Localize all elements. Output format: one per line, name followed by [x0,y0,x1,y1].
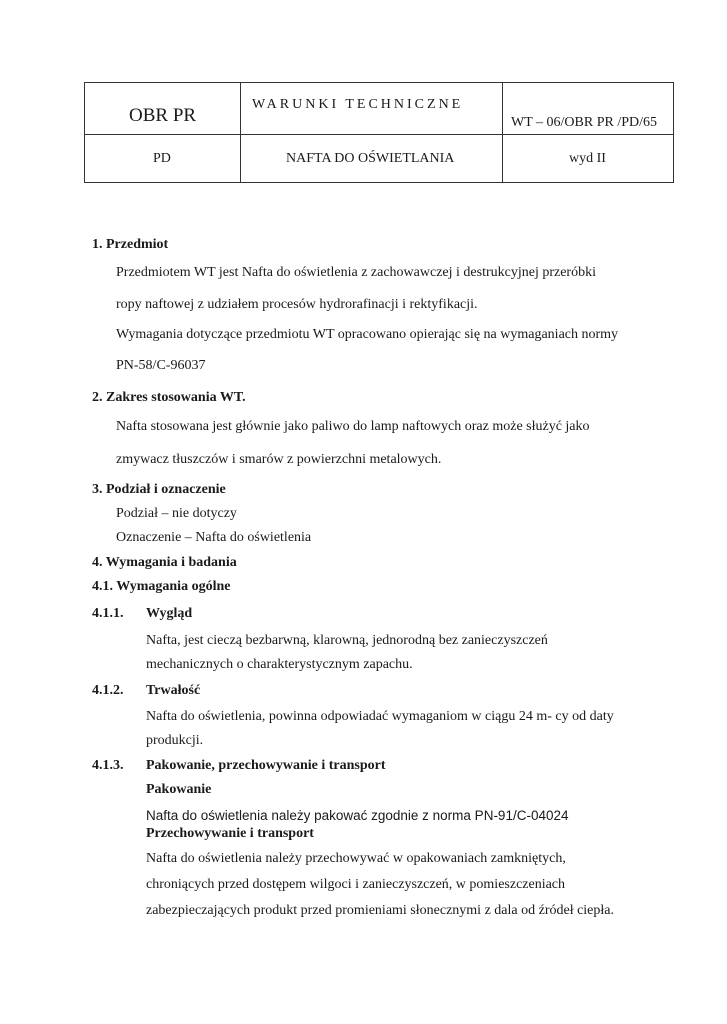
section-4-1-3-title: Pakowanie, przechowywanie i transport [146,758,386,773]
section-3-heading: 3. Podział i oznaczenie [92,482,226,497]
section-4-1-2-text: produkcji. [146,733,204,748]
section-1-text: Przedmiotem WT jest Nafta do oświetlenia z zachowawczej i destrukcyjnej przeróbki [116,265,596,280]
section-1-heading: 1. Przedmiot [92,237,169,252]
section-4-1-1-title: Wygląd [146,606,193,621]
section-2-heading: 2. Zakres stosowania WT. [92,390,246,405]
header-divider [502,83,503,182]
storage-text: zabezpieczających produkt przed promieniami słonecznymi z dala od źródeł ciepła. [146,903,615,918]
section-1-text: PN-58/C-96037 [116,358,206,373]
storage-text: chroniących przed dostępem wilgoci i zanieczyszczeń, w pomieszczeniach [146,877,566,892]
section-4-1-2-number: 4.1.2. [92,683,124,698]
header-table [84,82,674,183]
section-4-1-1-text: Nafta, jest cieczą bezbarwną, klarowną, jednorodną bez zanieczyszczeń [146,633,548,648]
header-title: NAFTA DO OŚWIETLANIA [286,151,455,166]
header-divider [85,134,673,135]
header-dept: PD [153,151,171,166]
section-3-text: Oznaczenie – Nafta do oświetlenia [116,530,312,545]
section-3-text: Podział – nie dotyczy [116,506,237,521]
section-4-1-3-number: 4.1.3. [92,758,124,773]
section-4-1-heading: 4.1. Wymagania ogólne [92,579,231,594]
section-1-text: ropy naftowej z udziałem procesów hydrorafinacji i rektyfikacji. [116,297,478,312]
header-org: OBR PR [129,105,197,126]
header-divider [240,83,241,182]
header-doc-number: WT – 06/OBR PR /PD/65 [511,115,657,130]
section-4-1-2-text: Nafta do oświetlenia, powinna odpowiadać wymaganiom w ciągu 24 m- cy od daty [146,709,614,724]
packaging-text: Nafta do oświetlenia należy pakować zgodnie z norma PN-91/C-04024 [146,808,569,823]
packaging-heading: Pakowanie [146,782,212,797]
section-4-heading: 4. Wymagania i badania [92,555,237,570]
storage-heading: Przechowywanie i transport [146,826,314,841]
section-2-text: zmywacz tłuszczów i smarów z powierzchni metalowych. [116,452,442,467]
section-4-1-1-text: mechanicznych o charakterystycznym zapachu. [146,657,413,672]
section-4-1-2-title: Trwałość [146,683,201,698]
header-edition: wyd II [569,151,606,166]
header-doc-type: WARUNKI TECHNICZNE [252,97,464,112]
section-4-1-1-number: 4.1.1. [92,606,124,621]
storage-text: Nafta do oświetlenia należy przechowywać w opakowaniach zamkniętych, [146,851,566,866]
section-2-text: Nafta stosowana jest głównie jako paliwo do lamp naftowych oraz może służyć jako [116,419,590,434]
section-1-text: Wymagania dotyczące przedmiotu WT opracowano opierając się na wymaganiach normy [116,327,619,342]
